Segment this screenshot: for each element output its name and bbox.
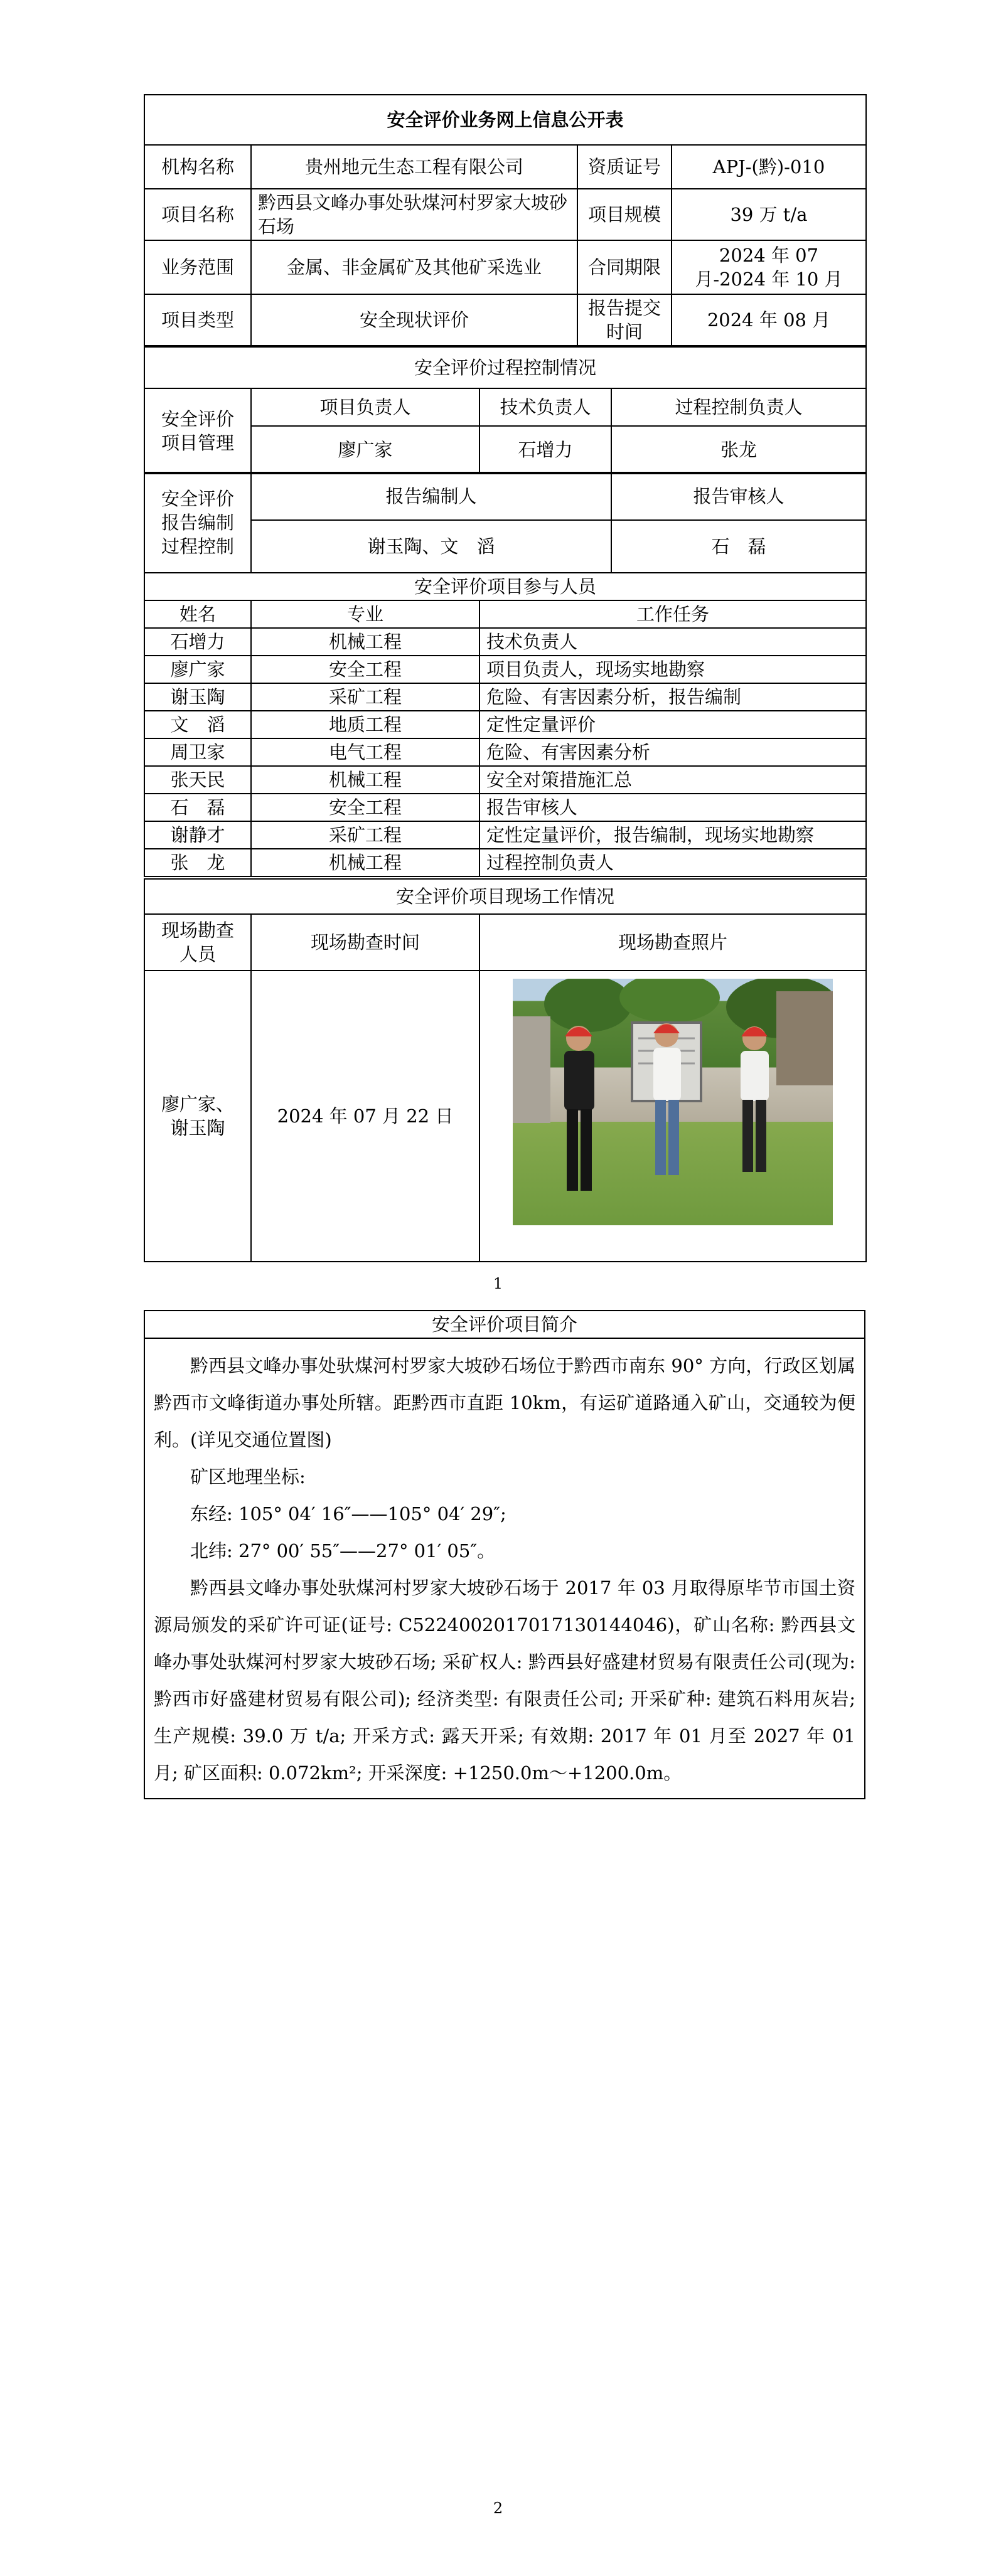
participant-name: 石增力 <box>144 628 251 656</box>
site-staff-value: 廖广家、谢玉陶 <box>144 971 251 1262</box>
basic-info-table <box>144 94 867 346</box>
participant-task: 报告审核人 <box>479 794 866 821</box>
intro-longitude: 东经: 105° 04′ 16″——105° 04′ 29″; <box>190 1503 506 1525</box>
cert-label-cell: 资质证号 <box>577 145 672 189</box>
contract-label-cell: 合同期限 <box>577 240 672 294</box>
reviewer-label: 报告审核人 <box>611 472 866 520</box>
participant-task: 危险、有害因素分析 <box>479 738 866 766</box>
scale-label-cell: 项目规模 <box>577 189 672 240</box>
type-label-cell: 项目类型 <box>144 294 251 346</box>
type-value-cell: 安全现状评价 <box>251 294 577 346</box>
participant-name: 周卫家 <box>144 738 251 766</box>
col-name-header: 姓名 <box>144 600 251 628</box>
participant-name: 廖广家 <box>144 656 251 683</box>
site-time-value: 2024 年 07 月 22 日 <box>251 971 479 1262</box>
author-label: 报告编制人 <box>251 472 611 520</box>
participant-task: 过程控制负责人 <box>479 849 866 876</box>
participant-task: 项目负责人，现场实地勘察 <box>479 656 866 683</box>
intro-paragraph-license: 黔西县文峰办事处驮煤河村罗家大坡砂石场于 2017 年 03 月取得原毕节市国土资源局颁发的采矿许可证(证号: C5224002017017130144046)，矿山名称: 黔西县文峰办事处驮煤河村罗家大坡砂石场; 采矿权人: 黔西县好盛建材贸易有限责任公司(现为: 黔西市好盛建材贸易有限公司); 经济类型: 有限责任公司; 开采矿种: 建筑石料用灰岩; 生产规模: 39.0 万 t/a; 开采方式: 露天开采; 有效期: 2017 年 01 月至 2027 年 01 月; 矿区面积: 0.072km²; 开采深度: +1250.0m～+1200.0m。 <box>154 1577 855 1784</box>
participant-major: 机械工程 <box>251 849 479 876</box>
intro-paragraph-location: 黔西县文峰办事处驮煤河村罗家大坡砂石场位于黔西市南东 90° 方向，行政区划属黔西市文峰街道办事处所辖。距黔西市直距 10km，有运矿道路通入矿山，交通较为便利。(详见交通位置图) <box>154 1355 855 1450</box>
org-value-cell: 贵州地元生态工程有限公司 <box>251 145 577 189</box>
site-work-table <box>144 878 867 1262</box>
submit-value-cell: 2024 年 08 月 <box>672 294 866 346</box>
table-row <box>144 683 866 711</box>
intro-latitude: 北纬: 27° 00′ 55″——27° 01′ 05″。 <box>190 1540 496 1562</box>
process-section-title: 安全评价过程控制情况 <box>144 347 866 388</box>
page-number-2: 2 <box>493 2499 503 2517</box>
author-value: 谢玉陶、文 滔 <box>251 520 611 573</box>
col-task-header: 工作任务 <box>479 600 866 628</box>
form-title-cell: 安全评价业务网上信息公开表 <box>144 95 866 145</box>
ctrl-value: 张龙 <box>611 426 866 474</box>
participant-task: 技术负责人 <box>479 628 866 656</box>
site-section-title: 安全评价项目现场工作情况 <box>144 879 866 914</box>
site-staff-label: 现场勘查人员 <box>144 914 251 971</box>
site-inspection-photo <box>513 979 833 1225</box>
participant-name: 谢静才 <box>144 821 251 849</box>
table-row <box>144 766 866 794</box>
participant-major: 采矿工程 <box>251 683 479 711</box>
reviewer-value: 石 磊 <box>611 520 866 573</box>
table-row <box>144 628 866 656</box>
project-label-cell: 项目名称 <box>144 189 251 240</box>
org-label-cell: 机构名称 <box>144 145 251 189</box>
participant-name: 文 滔 <box>144 711 251 738</box>
scope-value-cell: 金属、非金属矿及其他矿采选业 <box>251 240 577 294</box>
participant-name: 石 磊 <box>144 794 251 821</box>
scope-label-cell: 业务范围 <box>144 240 251 294</box>
lead-label: 项目负责人 <box>251 388 479 426</box>
intro-coords-heading: 矿区地理坐标: <box>190 1466 306 1488</box>
participant-major: 机械工程 <box>251 628 479 656</box>
tech-value: 石增力 <box>479 426 611 474</box>
table-row <box>144 656 866 683</box>
ctrl-label: 过程控制负责人 <box>611 388 866 426</box>
participant-major: 采矿工程 <box>251 821 479 849</box>
participants-section-title: 安全评价项目参与人员 <box>144 573 866 600</box>
participant-name: 谢玉陶 <box>144 683 251 711</box>
contract-value-cell: 2024 年 07 月-2024 年 10 月 <box>672 240 866 294</box>
project-value-cell: 黔西县文峰办事处驮煤河村罗家大坡砂石场 <box>251 189 577 240</box>
mgmt-label: 安全评价项目管理 <box>144 388 251 474</box>
site-photo-cell <box>479 971 866 1262</box>
cert-value-cell: APJ-(黔)-010 <box>672 145 866 189</box>
intro-body <box>145 1339 864 1798</box>
participant-task: 定性定量评价 <box>479 711 866 738</box>
table-row <box>144 794 866 821</box>
submit-label-cell: 报告提交时间 <box>577 294 672 346</box>
participant-task: 安全对策措施汇总 <box>479 766 866 794</box>
table-row <box>144 711 866 738</box>
table-row <box>144 849 866 876</box>
participant-major: 安全工程 <box>251 656 479 683</box>
report-control-table <box>144 472 867 573</box>
page-number-1: 1 <box>493 1275 503 1292</box>
process-control-table <box>144 346 867 474</box>
project-intro-box <box>144 1310 865 1799</box>
participant-major: 电气工程 <box>251 738 479 766</box>
site-time-label: 现场勘查时间 <box>251 914 479 971</box>
participant-task: 危险、有害因素分析，报告编制 <box>479 683 866 711</box>
site-photo-label: 现场勘查照片 <box>479 914 866 971</box>
lead-value: 廖广家 <box>251 426 479 474</box>
participant-name: 张 龙 <box>144 849 251 876</box>
participant-task: 定性定量评价，报告编制，现场实地勘察 <box>479 821 866 849</box>
participants-table <box>144 572 867 877</box>
table-row <box>144 738 866 766</box>
participant-major: 安全工程 <box>251 794 479 821</box>
tech-label: 技术负责人 <box>479 388 611 426</box>
report-label: 安全评价报告编制过程控制 <box>144 472 251 573</box>
participant-name: 张天民 <box>144 766 251 794</box>
participant-major: 地质工程 <box>251 711 479 738</box>
table-row <box>144 821 866 849</box>
scale-value-cell: 39 万 t/a <box>672 189 866 240</box>
intro-title: 安全评价项目简介 <box>145 1311 864 1339</box>
participant-major: 机械工程 <box>251 766 479 794</box>
col-major-header: 专业 <box>251 600 479 628</box>
site-photo-illustration <box>513 979 833 1225</box>
